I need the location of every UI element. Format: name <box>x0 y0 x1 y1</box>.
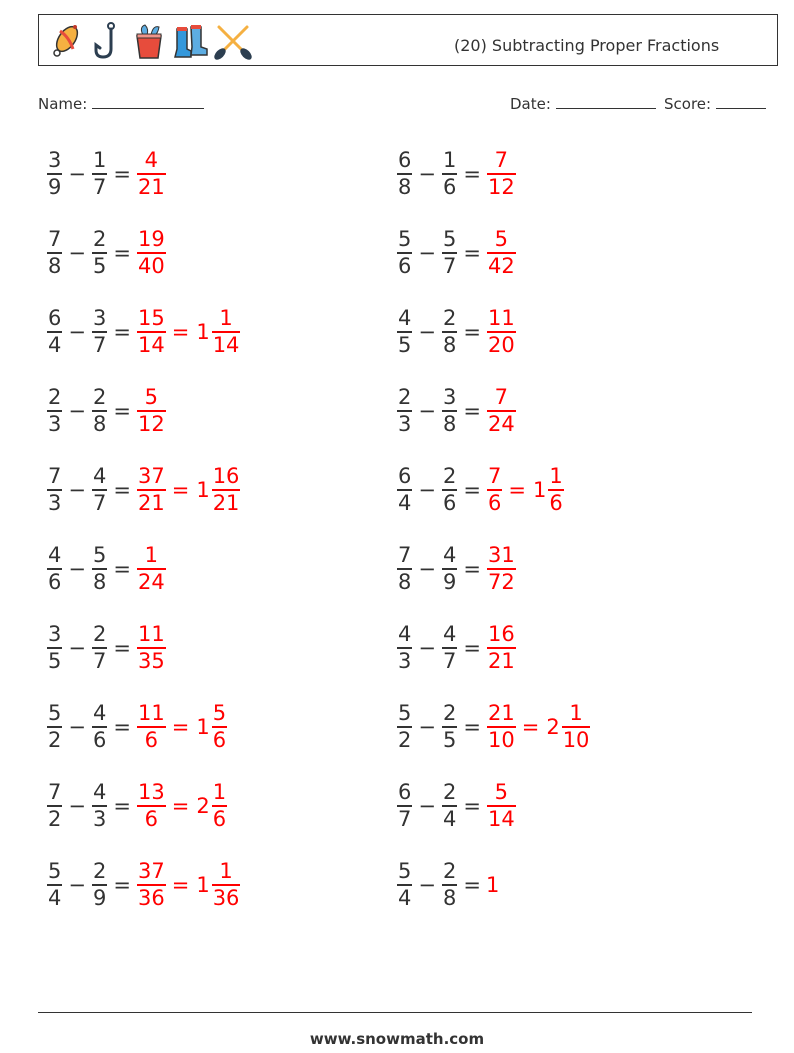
minus-sign: − <box>418 715 436 739</box>
equals-sign: = <box>463 557 481 581</box>
minus-sign: − <box>418 478 436 502</box>
denominator: 7 <box>442 648 457 673</box>
numerator: 5 <box>212 701 227 726</box>
minus-sign: − <box>68 715 86 739</box>
numerator: 2 <box>398 385 412 410</box>
fraction <box>487 306 516 358</box>
equals-sign: = <box>171 320 190 344</box>
problem-item <box>396 696 591 758</box>
problem-item <box>396 775 517 837</box>
minus-sign: − <box>68 399 86 423</box>
fraction <box>137 780 166 832</box>
problem-item <box>396 301 517 363</box>
denominator: 9 <box>92 885 107 910</box>
mixed-whole: 1 <box>196 478 210 502</box>
fraction <box>442 227 457 279</box>
denominator: 3 <box>92 806 107 831</box>
fraction <box>487 780 516 832</box>
problem-item <box>396 617 517 679</box>
fraction <box>487 543 516 595</box>
numerator: 7 <box>398 543 412 568</box>
denominator: 24 <box>487 411 515 436</box>
equals-sign: = <box>113 478 131 502</box>
fish-bucket-icon <box>129 21 169 61</box>
numerator: 7 <box>48 464 62 489</box>
fraction <box>487 701 516 753</box>
fraction <box>92 859 107 911</box>
date-field[interactable] <box>510 94 656 113</box>
fraction <box>442 780 457 832</box>
equals-sign: = <box>113 873 131 897</box>
fraction <box>92 227 107 279</box>
minus-sign: − <box>68 873 86 897</box>
problem-item <box>396 143 517 205</box>
problem-item <box>396 538 517 600</box>
denominator: 6 <box>212 727 227 752</box>
denominator: 7 <box>92 332 107 357</box>
equals-sign: = <box>113 557 131 581</box>
problem-item <box>46 143 167 205</box>
fraction <box>137 227 166 279</box>
footer-divider <box>38 1012 752 1013</box>
numerator: 1 <box>219 306 233 331</box>
denominator: 4 <box>48 885 62 910</box>
score-field[interactable] <box>664 94 766 113</box>
fraction <box>442 306 457 358</box>
denominator: 6 <box>487 490 502 515</box>
numerator: 5 <box>494 227 509 252</box>
fraction <box>397 227 412 279</box>
numerator: 3 <box>48 622 62 647</box>
numerator: 1 <box>219 859 233 884</box>
numerator: 2 <box>442 780 457 805</box>
minus-sign: − <box>418 794 436 818</box>
fraction <box>92 543 107 595</box>
mixed-fraction <box>212 780 227 832</box>
minus-sign: − <box>68 636 86 660</box>
fraction <box>137 543 166 595</box>
fraction <box>92 701 107 753</box>
numerator: 4 <box>398 622 412 647</box>
fraction <box>137 148 166 200</box>
denominator: 3 <box>398 411 412 436</box>
fraction <box>487 227 516 279</box>
fraction <box>442 859 457 911</box>
numerator: 6 <box>398 780 412 805</box>
fish-hook-icon <box>87 21 127 61</box>
minus-sign: − <box>418 241 436 265</box>
denominator: 9 <box>48 174 62 199</box>
equals-sign: = <box>463 715 481 739</box>
mixed-whole: 1 <box>196 873 210 897</box>
equals-sign: = <box>463 162 481 186</box>
problem-item <box>46 538 167 600</box>
numerator: 15 <box>137 306 165 331</box>
numerator: 3 <box>92 306 107 331</box>
problem-item <box>396 854 499 916</box>
fraction <box>47 385 62 437</box>
denominator: 5 <box>92 253 107 278</box>
name-label: Name: <box>38 95 88 113</box>
date-blank[interactable] <box>556 94 656 109</box>
numerator: 1 <box>144 543 159 568</box>
footer-url: www.snowmath.com <box>309 1030 485 1048</box>
denominator: 6 <box>442 490 457 515</box>
fraction <box>92 780 107 832</box>
denominator: 21 <box>487 648 515 673</box>
equals-sign: = <box>171 478 190 502</box>
equals-sign: = <box>171 715 190 739</box>
fraction <box>47 464 62 516</box>
denominator: 6 <box>442 174 457 199</box>
numerator: 31 <box>487 543 515 568</box>
denominator: 4 <box>442 806 457 831</box>
numerator: 7 <box>494 148 509 173</box>
numerator: 2 <box>442 701 457 726</box>
numerator: 5 <box>442 227 457 252</box>
equals-sign: = <box>113 162 131 186</box>
denominator: 2 <box>398 727 412 752</box>
numerator: 5 <box>398 227 412 252</box>
fraction <box>397 543 412 595</box>
equals-sign: = <box>113 241 131 265</box>
numerator: 3 <box>48 148 62 173</box>
denominator: 6 <box>48 569 62 594</box>
denominator: 8 <box>442 332 457 357</box>
denominator: 8 <box>92 411 107 436</box>
denominator: 4 <box>398 490 412 515</box>
fraction <box>47 780 62 832</box>
fraction <box>137 385 166 437</box>
fraction <box>47 148 62 200</box>
denominator: 6 <box>212 806 227 831</box>
denominator: 3 <box>398 648 412 673</box>
fishing-lure-icon <box>45 21 85 61</box>
numerator: 3 <box>442 385 457 410</box>
problem-item <box>46 696 228 758</box>
numerator: 2 <box>92 859 107 884</box>
mixed-whole: 2 <box>196 794 210 818</box>
denominator: 21 <box>137 174 165 199</box>
denominator: 72 <box>487 569 515 594</box>
fraction <box>92 464 107 516</box>
fraction <box>442 701 457 753</box>
fraction <box>397 148 412 200</box>
fraction <box>47 306 62 358</box>
fraction <box>137 306 166 358</box>
minus-sign: − <box>68 320 86 344</box>
mixed-fraction <box>562 701 591 753</box>
page-title: (20) Subtracting Proper Fractions <box>454 36 720 55</box>
numerator: 4 <box>92 464 107 489</box>
equals-sign: = <box>463 873 481 897</box>
equals-sign: = <box>463 636 481 660</box>
fraction <box>137 859 166 911</box>
fraction <box>487 622 516 674</box>
denominator: 5 <box>398 332 412 357</box>
fraction <box>47 859 62 911</box>
fraction <box>487 385 516 437</box>
denominator: 6 <box>398 253 412 278</box>
numerator: 6 <box>398 148 412 173</box>
minus-sign: − <box>418 399 436 423</box>
numerator: 11 <box>137 622 165 647</box>
numerator: 1 <box>212 780 227 805</box>
denominator: 21 <box>212 490 240 515</box>
minus-sign: − <box>68 557 86 581</box>
numerator: 16 <box>212 464 240 489</box>
denominator: 8 <box>398 569 412 594</box>
numerator: 2 <box>92 622 107 647</box>
denominator: 40 <box>137 253 165 278</box>
denominator: 7 <box>92 648 107 673</box>
fraction <box>397 859 412 911</box>
equals-sign: = <box>463 320 481 344</box>
numerator: 2 <box>92 385 107 410</box>
fraction <box>397 701 412 753</box>
denominator: 6 <box>144 806 159 831</box>
equals-sign: = <box>113 320 131 344</box>
problem-item <box>46 775 228 837</box>
mixed-whole: 1 <box>196 715 210 739</box>
numerator: 13 <box>137 780 165 805</box>
denominator: 5 <box>48 648 62 673</box>
numerator: 5 <box>398 859 412 884</box>
mixed-whole: 1 <box>196 320 210 344</box>
mixed-fraction <box>548 464 563 516</box>
denominator: 6 <box>92 727 107 752</box>
denominator: 8 <box>92 569 107 594</box>
denominator: 4 <box>48 332 62 357</box>
denominator: 7 <box>398 806 412 831</box>
minus-sign: − <box>68 478 86 502</box>
fraction <box>397 622 412 674</box>
numerator: 7 <box>494 385 509 410</box>
problem-item <box>396 380 517 442</box>
denominator: 3 <box>48 411 62 436</box>
equals-sign: = <box>521 715 540 739</box>
fraction <box>137 622 166 674</box>
crossed-oars-icon <box>213 21 253 61</box>
denominator: 5 <box>442 727 457 752</box>
problem-item <box>46 380 167 442</box>
problem-item <box>396 222 517 284</box>
equals-sign: = <box>171 794 190 818</box>
numerator: 2 <box>442 859 457 884</box>
denominator: 8 <box>442 411 457 436</box>
equals-sign: = <box>113 794 131 818</box>
numerator: 2 <box>442 306 457 331</box>
numerator: 4 <box>442 543 457 568</box>
numerator: 1 <box>442 148 457 173</box>
denominator: 7 <box>442 253 457 278</box>
mixed-whole: 2 <box>546 715 560 739</box>
denominator: 8 <box>398 174 412 199</box>
mixed-fraction <box>212 701 227 753</box>
numerator: 37 <box>137 464 165 489</box>
denominator: 4 <box>398 885 412 910</box>
numerator: 16 <box>487 622 515 647</box>
minus-sign: − <box>68 794 86 818</box>
score-blank[interactable] <box>716 94 766 109</box>
numerator: 11 <box>487 306 515 331</box>
worksheet-header <box>38 14 778 66</box>
numerator: 1 <box>569 701 583 726</box>
fraction <box>92 306 107 358</box>
fraction <box>397 306 412 358</box>
denominator: 12 <box>137 411 165 436</box>
equals-sign: = <box>463 794 481 818</box>
numerator: 4 <box>144 148 159 173</box>
rubber-boots-icon <box>171 21 211 61</box>
denominator: 6 <box>549 490 563 515</box>
denominator: 35 <box>137 648 165 673</box>
problem-item <box>46 301 241 363</box>
numerator: 6 <box>398 464 412 489</box>
fraction <box>397 385 412 437</box>
denominator: 14 <box>487 806 515 831</box>
equals-sign: = <box>463 478 481 502</box>
denominator: 14 <box>212 332 240 357</box>
mixed-fraction <box>212 306 241 358</box>
fraction <box>442 385 457 437</box>
fraction <box>92 148 107 200</box>
problem-item <box>46 854 241 916</box>
equals-sign: = <box>113 636 131 660</box>
denominator: 8 <box>48 253 62 278</box>
numerator: 21 <box>487 701 515 726</box>
equals-sign: = <box>463 399 481 423</box>
date-label: Date: <box>510 95 551 113</box>
problem-item <box>46 617 167 679</box>
denominator: 8 <box>442 885 457 910</box>
problem-item <box>396 459 565 521</box>
mixed-fraction <box>212 859 241 911</box>
fraction <box>487 148 516 200</box>
equals-sign: = <box>508 478 526 502</box>
equals-sign: = <box>463 241 481 265</box>
denominator: 14 <box>137 332 165 357</box>
numerator: 19 <box>137 227 165 252</box>
denominator: 2 <box>48 727 62 752</box>
score-label: Score: <box>664 95 712 113</box>
denominator: 12 <box>487 174 515 199</box>
mixed-fraction <box>212 464 241 516</box>
numerator: 7 <box>48 227 62 252</box>
numerator: 6 <box>48 306 62 331</box>
denominator: 36 <box>212 885 240 910</box>
equals-sign: = <box>113 715 131 739</box>
fraction <box>442 543 457 595</box>
numerator: 4 <box>398 306 412 331</box>
answer-whole: 1 <box>485 873 500 897</box>
numerator: 2 <box>48 385 62 410</box>
denominator: 10 <box>562 727 590 752</box>
numerator: 4 <box>92 701 107 726</box>
equals-sign: = <box>171 873 190 897</box>
numerator: 2 <box>92 227 107 252</box>
numerator: 4 <box>48 543 62 568</box>
numerator: 11 <box>137 701 165 726</box>
fraction <box>47 227 62 279</box>
fraction <box>47 701 62 753</box>
fraction <box>487 464 502 516</box>
numerator: 2 <box>442 464 457 489</box>
fraction <box>137 464 166 516</box>
minus-sign: − <box>418 636 436 660</box>
denominator: 36 <box>137 885 165 910</box>
fraction <box>442 148 457 200</box>
minus-sign: − <box>68 241 86 265</box>
fraction <box>92 622 107 674</box>
problem-item <box>46 222 167 284</box>
numerator: 7 <box>48 780 62 805</box>
minus-sign: − <box>418 873 436 897</box>
numerator: 1 <box>549 464 563 489</box>
numerator: 7 <box>487 464 502 489</box>
minus-sign: − <box>68 162 86 186</box>
name-blank[interactable] <box>92 94 204 109</box>
numerator: 5 <box>398 701 412 726</box>
numerator: 37 <box>137 859 165 884</box>
denominator: 10 <box>487 727 515 752</box>
denominator: 21 <box>137 490 165 515</box>
fraction <box>442 464 457 516</box>
minus-sign: − <box>418 557 436 581</box>
minus-sign: − <box>418 162 436 186</box>
fraction <box>47 543 62 595</box>
denominator: 20 <box>487 332 515 357</box>
fraction <box>397 464 412 516</box>
numerator: 4 <box>442 622 457 647</box>
denominator: 2 <box>48 806 62 831</box>
numerator: 4 <box>92 780 107 805</box>
fraction <box>92 385 107 437</box>
numerator: 5 <box>48 859 62 884</box>
denominator: 7 <box>92 174 107 199</box>
fraction <box>137 701 166 753</box>
numerator: 5 <box>92 543 107 568</box>
mixed-whole: 1 <box>532 478 547 502</box>
denominator: 9 <box>442 569 457 594</box>
header-icons <box>45 21 253 61</box>
numerator: 1 <box>92 148 107 173</box>
numerator: 5 <box>48 701 62 726</box>
fraction <box>442 622 457 674</box>
fraction <box>47 622 62 674</box>
problem-item <box>46 459 241 521</box>
name-field[interactable] <box>38 94 204 113</box>
minus-sign: − <box>418 320 436 344</box>
numerator: 5 <box>144 385 159 410</box>
denominator: 42 <box>487 253 515 278</box>
fraction <box>397 780 412 832</box>
denominator: 6 <box>144 727 159 752</box>
denominator: 24 <box>137 569 165 594</box>
numerator: 5 <box>494 780 509 805</box>
denominator: 3 <box>48 490 62 515</box>
equals-sign: = <box>113 399 131 423</box>
denominator: 7 <box>92 490 107 515</box>
